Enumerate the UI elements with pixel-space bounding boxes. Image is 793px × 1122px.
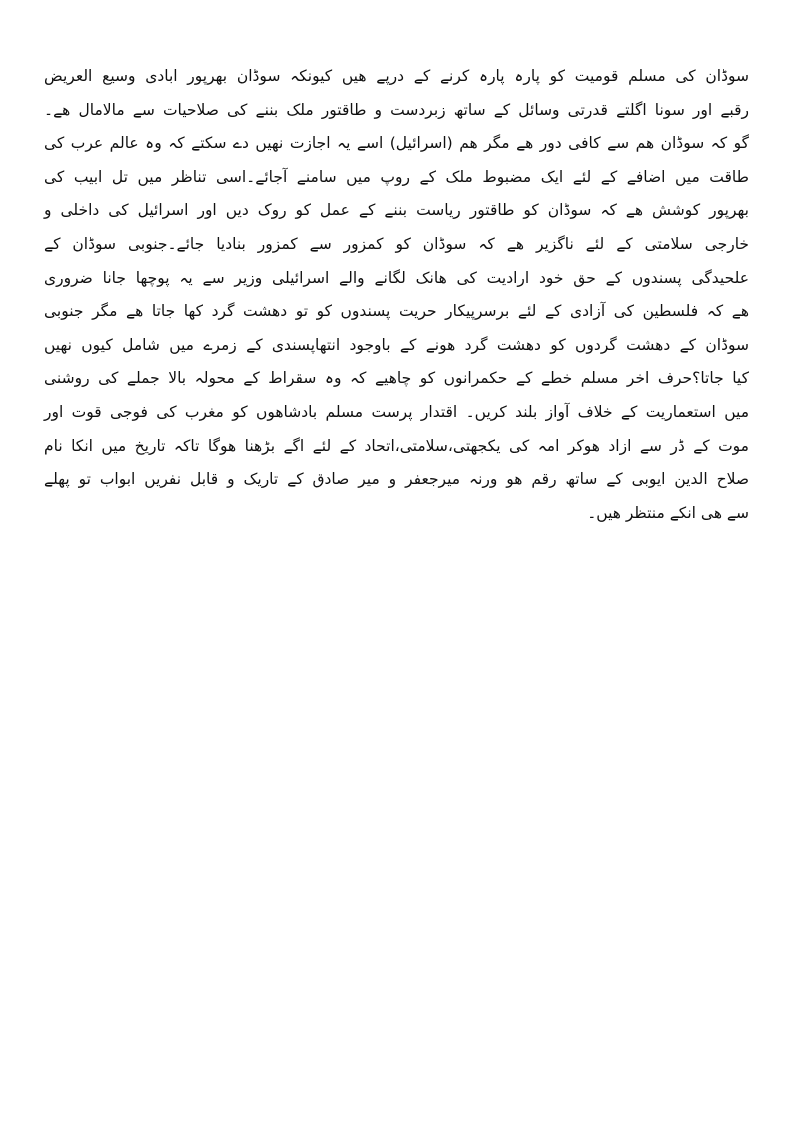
paragraph-line: بھرپور کوشش ھے کہ سوڈان کو طاقتور ریاست بننے کے عمل کو روک دیں اور اسرائیل کی داخلی و bbox=[44, 201, 749, 220]
paragraph-line: سوڈان کے دھشت گردوں کو دھشت گرد ھونے کے باوجود انتھاپسندی کے زمرے میں شامل کیوں نھیں bbox=[44, 335, 749, 354]
paragraph-line: میں استعماریت کے خلاف آواز بلند کریں۔ اقتدار پرست مسلم بادشاھوں کو مغرب کی فوجی قوت اور bbox=[44, 402, 749, 421]
paragraph-line: طاقت میں اضافے کے لئے ایک مضبوط ملک کے روپ میں سامنے آجائے۔اسی تناظر میں تل ابیب کی bbox=[44, 167, 749, 186]
paragraph-line: ھے کہ فلسطین کی آزادی کے لئے برسرپیکار حریت پسندوں کو تو دھشت گرد کھا جاتا ھے مگر جنوبی bbox=[44, 302, 749, 321]
paragraph-line: سوڈان کی مسلم قومیت کو پارہ پارہ کرنے کے درپے ھیں کیونکہ سوڈان بھرپور ابادی وسیع العریض bbox=[44, 67, 749, 85]
paragraph-line: گو کہ سوڈان ھم سے کافی دور ھے مگر ھم (اسرائیل) اسے یہ اجازت نھیں دے سکتے کہ وہ عالم عرب کی bbox=[44, 134, 749, 153]
paragraph-line: صلاح الدین ایوبی کے ساتھ رقم ھو ورنہ میرجعفر و میر صادق کے تاریک و قابل نفریں ابواب تو پھلے bbox=[44, 470, 749, 489]
paragraph-last-line: سے ھی انکے منتظر ھیں۔ bbox=[587, 503, 749, 522]
urdu-paragraph bbox=[44, 60, 749, 530]
paragraph-line: کیا جاتا؟حرف اخر مسلم خطے کے حکمرانوں کو چاھیے کہ وہ سقراط کے محولہ بالا جملے کی روشنی bbox=[44, 369, 749, 388]
paragraph-line: علحیدگی پسندوں کے حق خود ارادیت کی ھانک لگانے والے اسرائیلی وزیر سے یہ پوچھا جانا ضروری bbox=[44, 268, 749, 287]
paragraph-line: رقبے اور سونا اگلتے قدرتی وسائل کے ساتھ زبردست و طاقتور ملک بننے کی صلاحیات سے مالامال ھے۔ bbox=[44, 100, 749, 119]
paragraph-line: موت کے ڈر سے ازاد ھوکر امہ کی یکجھتی،سلامتی،اتحاد کے لئے اگے بڑھنا ھوگا تاکہ تاریخ میں انکا نام bbox=[44, 436, 749, 455]
paragraph-line: خارجی سلامتی کے لئے ناگزیر ھے کہ سوڈان کو کمزور سے کمزور بنادیا جائے۔جنوبی سوڈان کے bbox=[44, 234, 749, 253]
